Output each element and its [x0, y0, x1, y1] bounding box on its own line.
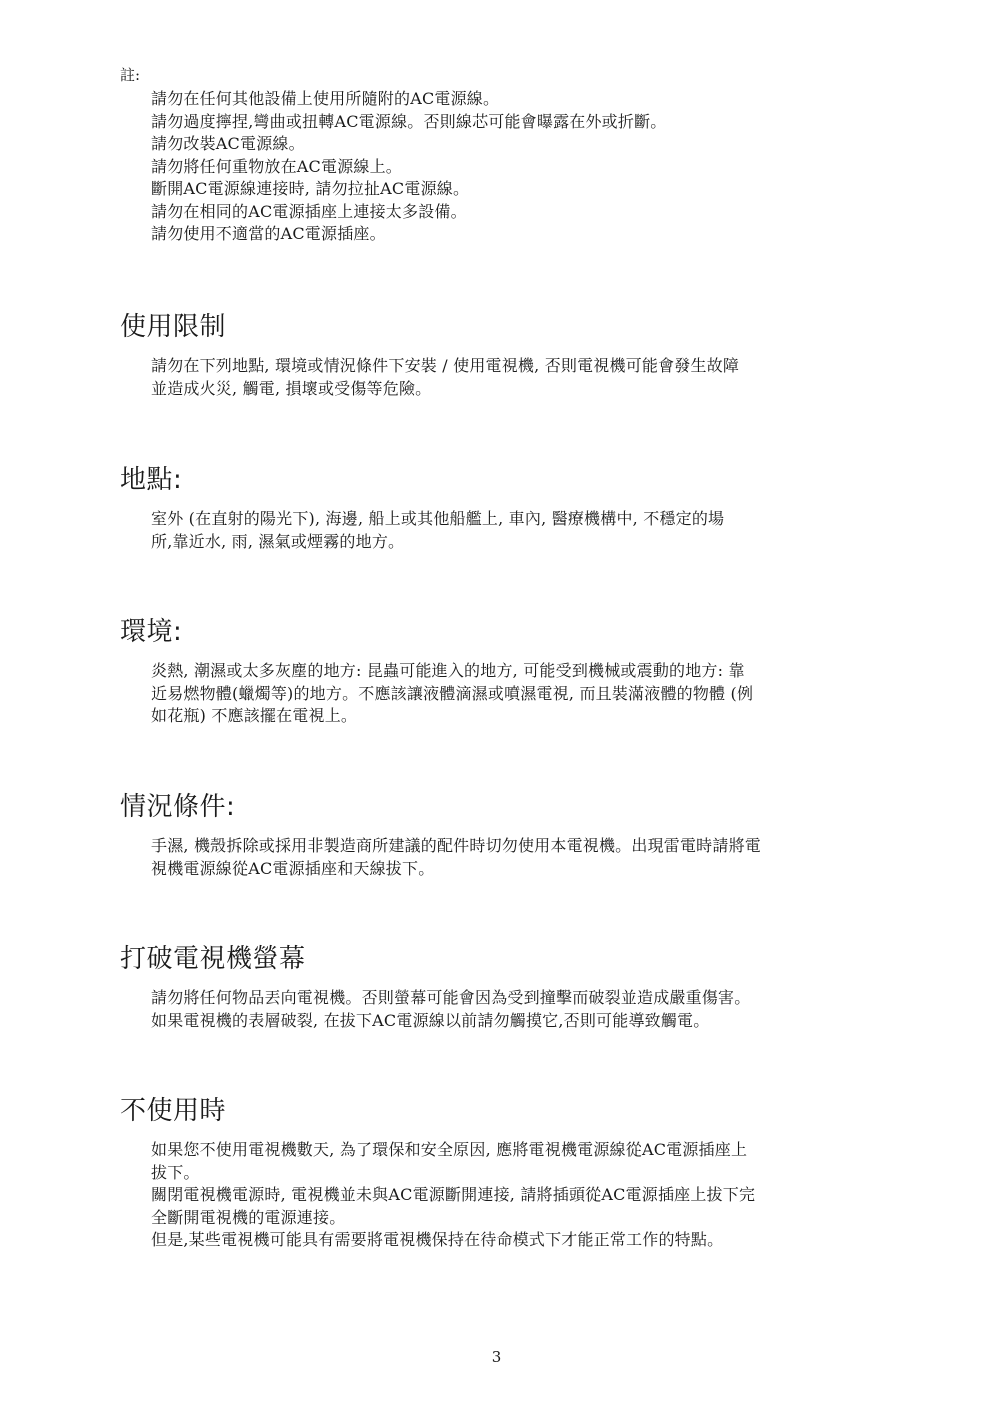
body-line: 請勿在下列地點, 環境或情況條件下安裝 / 使用電視機, 否則電視機可能會發生故障 [151, 356, 740, 375]
section-body [151, 987, 911, 1032]
body-line: 室外 (在直射的陽光下), 海邊, 船上或其他船艦上, 車內, 醫療機構中, 不穩定的場 [151, 509, 725, 528]
section-body [151, 1139, 911, 1252]
body-line: 請勿將任何物品丟向電視機。否則螢幕可能會因為受到撞擊而破裂並造成嚴重傷害。 [151, 988, 751, 1007]
body-line: 手濕, 機殼拆除或採用非製造商所建議的配件時切勿使用本電視機。出現雷電時請將電 [151, 836, 761, 855]
body-line: 如果您不使用電視機數天, 為了環保和安全原因, 應將電視機電源線從AC電源插座上 [151, 1140, 748, 1159]
notes-list [151, 88, 931, 246]
note-label: 註: [120, 66, 141, 84]
body-line: 炎熱, 潮濕或太多灰塵的地方: 昆蟲可能進入的地方, 可能受到機械或震動的地方: 靠 [151, 661, 745, 680]
note-line: 請勿過度擰捏,彎曲或扭轉AC電源線。否則線芯可能會曝露在外或折斷。 [151, 111, 667, 131]
body-line: 並造成火災, 觸電, 損壞或受傷等危險。 [151, 378, 432, 398]
section-conditions [120, 792, 920, 880]
note-line: 請勿改裝AC電源線。 [151, 134, 305, 153]
section-title: 環境: [120, 617, 183, 647]
section-title: 情況條件: [120, 792, 236, 822]
body-line: 視機電源線從AC電源插座和天線拔下。 [151, 858, 435, 878]
section-usage-restrictions [120, 312, 920, 400]
section-environment [120, 617, 920, 728]
section-title: 使用限制 [120, 312, 227, 342]
section-body [151, 355, 911, 400]
body-line: 但是,某些電視機可能具有需要將電視機保持在待命模式下才能正常工作的特點。 [151, 1230, 724, 1249]
body-line: 所,靠近水, 雨, 濕氣或煙霧的地方。 [151, 531, 405, 551]
page-number: 3 [491, 1348, 502, 1366]
note-line: 請勿使用不適當的AC電源插座。 [151, 224, 386, 243]
body-line: 全斷開電視機的電源連接。 [151, 1207, 346, 1227]
section-title: 打破電視機螢幕 [120, 944, 306, 974]
body-line: 如花瓶) 不應該擺在電視上。 [151, 706, 358, 725]
body-line: 關閉電視機電源時, 電視機並未與AC電源斷開連接, 請將插頭從AC電源插座上拔下完 [151, 1185, 756, 1204]
body-line: 拔下。 [151, 1162, 200, 1182]
body-line: 如果電視機的表層破裂, 在拔下AC電源線以前請勿觸摸它,否則可能導致觸電。 [151, 1010, 710, 1030]
section-body [151, 508, 911, 553]
note-line: 斷開AC電源線連接時, 請勿拉扯AC電源線。 [151, 179, 470, 198]
section-title: 不使用時 [120, 1096, 227, 1126]
section-location [120, 465, 920, 553]
section-body [151, 835, 911, 880]
section-when-not-in-use [120, 1096, 920, 1252]
section-title: 地點: [120, 465, 183, 495]
section-body [151, 660, 911, 728]
note-line: 請勿將任何重物放在AC電源線上。 [151, 156, 402, 176]
body-line: 近易燃物體(蠟燭等)的地方。不應該讓液體滴濕或噴濕電視, 而且裝滿液體的物體 (例 [151, 683, 754, 703]
note-line: 請勿在任何其他設備上使用所隨附的AC電源線。 [151, 89, 500, 108]
section-broken-screen [120, 944, 920, 1032]
note-line: 請勿在相同的AC電源插座上連接太多設備。 [151, 201, 467, 221]
